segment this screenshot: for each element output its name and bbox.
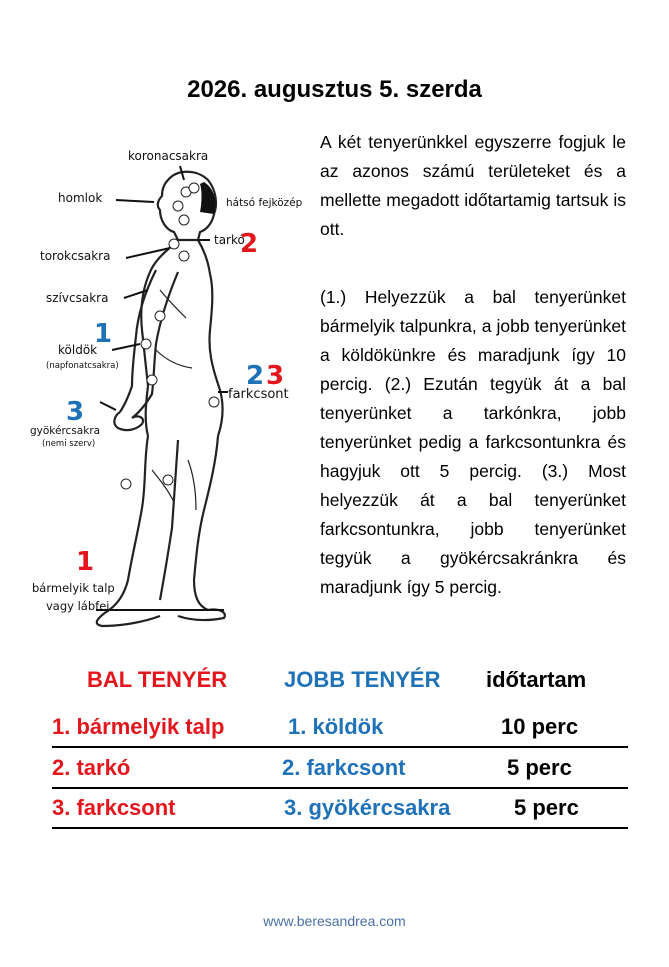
row-2-jobb: 2. farkcsont bbox=[282, 755, 406, 780]
page-title: 2026. augusztus 5. szerda bbox=[187, 76, 482, 103]
header-jobb-tenyer: JOBB TENYÉR bbox=[284, 667, 441, 692]
label-talp-1: bármelyik talp bbox=[32, 581, 115, 595]
row-divider bbox=[52, 827, 628, 829]
label-koldok-sub: (napfonatcsakra) bbox=[46, 361, 119, 371]
row-3-ido: 5 perc bbox=[514, 795, 579, 820]
label-torokcsakra: torokcsakra bbox=[40, 249, 111, 263]
footer-website[interactable]: www.beresandrea.com bbox=[263, 913, 406, 929]
number-farkcsont-2: 2 bbox=[246, 361, 265, 391]
row-3-bal: 3. farkcsont bbox=[52, 795, 176, 820]
label-tarko: tarkó bbox=[214, 233, 245, 247]
label-szivcsakra: szívcsakra bbox=[46, 291, 109, 305]
number-farkcsont-3: 3 bbox=[266, 361, 285, 391]
label-koldok: köldök bbox=[58, 343, 98, 357]
label-hatso-fejkozep: hátsó fejközép bbox=[226, 197, 303, 209]
label-talp-2: vagy lábfej bbox=[46, 599, 110, 613]
row-1-bal: 1. bármelyik talp bbox=[52, 714, 225, 739]
instructions-paragraph: (1.) Helyezzük a bal tenyerünket bármelyik talpunkra, a jobb tenyerünket a köldökünkre és maradjunk így 10 percig. (2.) Ezután tegyük át a bal tenyerünket a tarkónkra, jobb tenyerünket pedig a farkcsontunkra és hagyjuk ott 5 percig. (3.) Most helyezzük át a bal tenyerünket farkcsontunkra, jobb tenyerünket tegyük a gyökércsakránkra és maradjunk így 5 percig. bbox=[320, 287, 626, 597]
row-divider bbox=[52, 746, 628, 748]
number-koldok: 1 bbox=[94, 319, 113, 349]
label-gyoker-sub: (nemi szerv) bbox=[42, 439, 96, 449]
body-chakra-figure bbox=[28, 140, 308, 640]
label-koronacsakra: koronacsakra bbox=[128, 149, 209, 163]
row-1-jobb: 1. köldök bbox=[288, 714, 384, 739]
pointer-lines bbox=[96, 166, 228, 610]
intro-paragraph: A két tenyerünkkel egyszerre fogjuk le az azonos számú területeket és a mellette megadott időtartamig tartsuk is ott. bbox=[320, 132, 626, 239]
number-talp: 1 bbox=[76, 547, 95, 577]
header-bal-tenyer: BAL TENYÉR bbox=[87, 667, 228, 692]
row-1-ido: 10 perc bbox=[501, 714, 579, 739]
number-tarko: 2 bbox=[240, 229, 259, 259]
label-gyokercsakra: gyökércsakra bbox=[30, 425, 101, 437]
row-2-bal: 2. tarkó bbox=[52, 755, 131, 780]
number-gyoker: 3 bbox=[66, 397, 85, 427]
label-homlok: homlok bbox=[58, 191, 103, 205]
row-2-ido: 5 perc bbox=[507, 755, 572, 780]
header-idotartam: időtartam bbox=[486, 667, 587, 692]
row-divider bbox=[52, 787, 628, 789]
label-farkcsont: farkcsont bbox=[228, 387, 289, 402]
row-3-jobb: 3. gyökércsakra bbox=[284, 795, 451, 820]
